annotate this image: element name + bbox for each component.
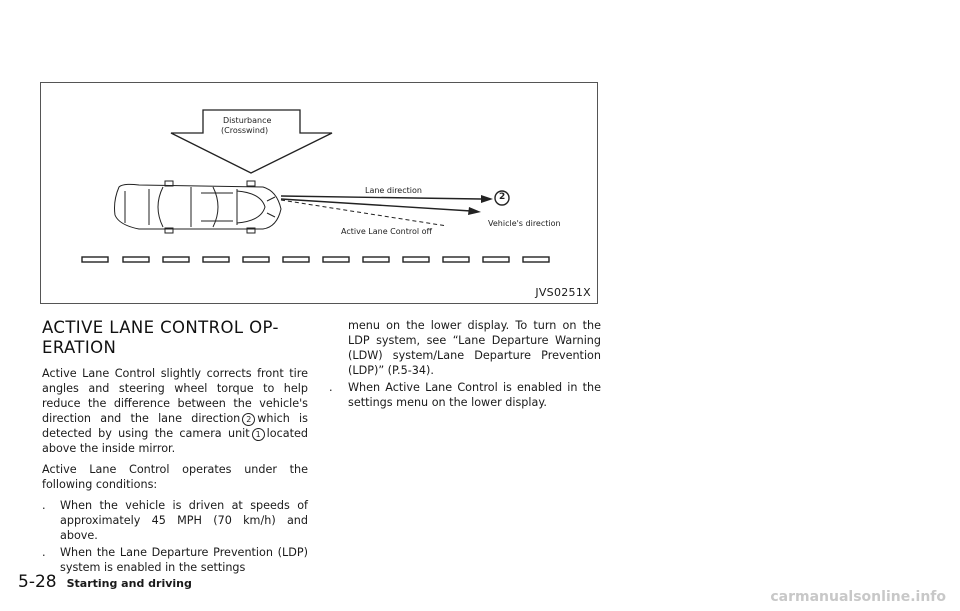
lane-markings bbox=[82, 257, 549, 262]
bullet3-text: When Active Lane Control is enabled in the settings menu on the lower display. bbox=[348, 381, 601, 409]
bullet-mark: . bbox=[329, 381, 333, 394]
heading-line1: ACTIVE LANE CONTROL OP- bbox=[42, 318, 279, 337]
callout-1-icon: 1 bbox=[252, 428, 265, 441]
list-item bbox=[329, 380, 601, 410]
paragraph-intro bbox=[42, 366, 308, 456]
illustration-figure bbox=[40, 82, 598, 304]
figure-code: JVS0251X bbox=[535, 286, 591, 299]
bullet2-continued: menu on the lower display. To turn on the LDP system, see “Lane Departure Warning (LDW) system/Lane Departure Prevention (LDP)” (P.5-34). bbox=[348, 319, 601, 377]
vehicle-direction-line bbox=[281, 199, 471, 211]
bullet-mark: . bbox=[42, 546, 46, 559]
page-footer bbox=[18, 572, 192, 592]
callout-2-icon: 2 bbox=[242, 413, 255, 426]
vehicle-direction-arrowhead bbox=[468, 207, 481, 215]
lane-direction-arrowhead bbox=[481, 195, 493, 203]
section-heading bbox=[42, 318, 332, 358]
disturbance-label-line2: (Crosswind) bbox=[221, 126, 269, 135]
lane-direction-line bbox=[281, 196, 481, 199]
bullet-mark: . bbox=[42, 499, 46, 512]
car-top-view bbox=[115, 181, 282, 233]
page-number: 5-28 bbox=[18, 572, 57, 592]
text-column-right bbox=[329, 318, 601, 412]
para1-part-a: Active Lane Control slightly corrects front tire angles and steering wheel torque to help reduce the difference between the vehicle's direction and the lane direction bbox=[42, 367, 308, 425]
list-item bbox=[42, 545, 308, 575]
disturbance-label-line1: Disturbance bbox=[223, 116, 272, 125]
lane-direction-label: Lane direction bbox=[365, 186, 422, 195]
text-column-left bbox=[42, 366, 308, 577]
alc-off-label: Active Lane Control off bbox=[341, 227, 433, 236]
para1-part-b: which is detected by using the camera unit bbox=[42, 412, 308, 440]
vehicle-direction-label: Vehicle's direction bbox=[488, 219, 561, 228]
lane-control-diagram bbox=[41, 83, 599, 305]
bullet2-text-a: When the Lane Departure Prevention (LDP) system is enabled in the settings bbox=[60, 546, 308, 574]
callout-number-2: 2 bbox=[499, 192, 506, 202]
footer-section-name: Starting and driving bbox=[66, 577, 192, 590]
list-item bbox=[42, 498, 308, 543]
watermark: carmanualsonline.info bbox=[770, 589, 946, 605]
bullet1-text: When the vehicle is driven at speeds of approximately 45 MPH (70 km/h) and above. bbox=[60, 499, 308, 542]
heading-line2: ERATION bbox=[42, 338, 117, 357]
paragraph-conditions: Active Lane Control operates under the following conditions: bbox=[42, 463, 308, 491]
para1-part-c: located above the inside mirror. bbox=[42, 427, 308, 455]
